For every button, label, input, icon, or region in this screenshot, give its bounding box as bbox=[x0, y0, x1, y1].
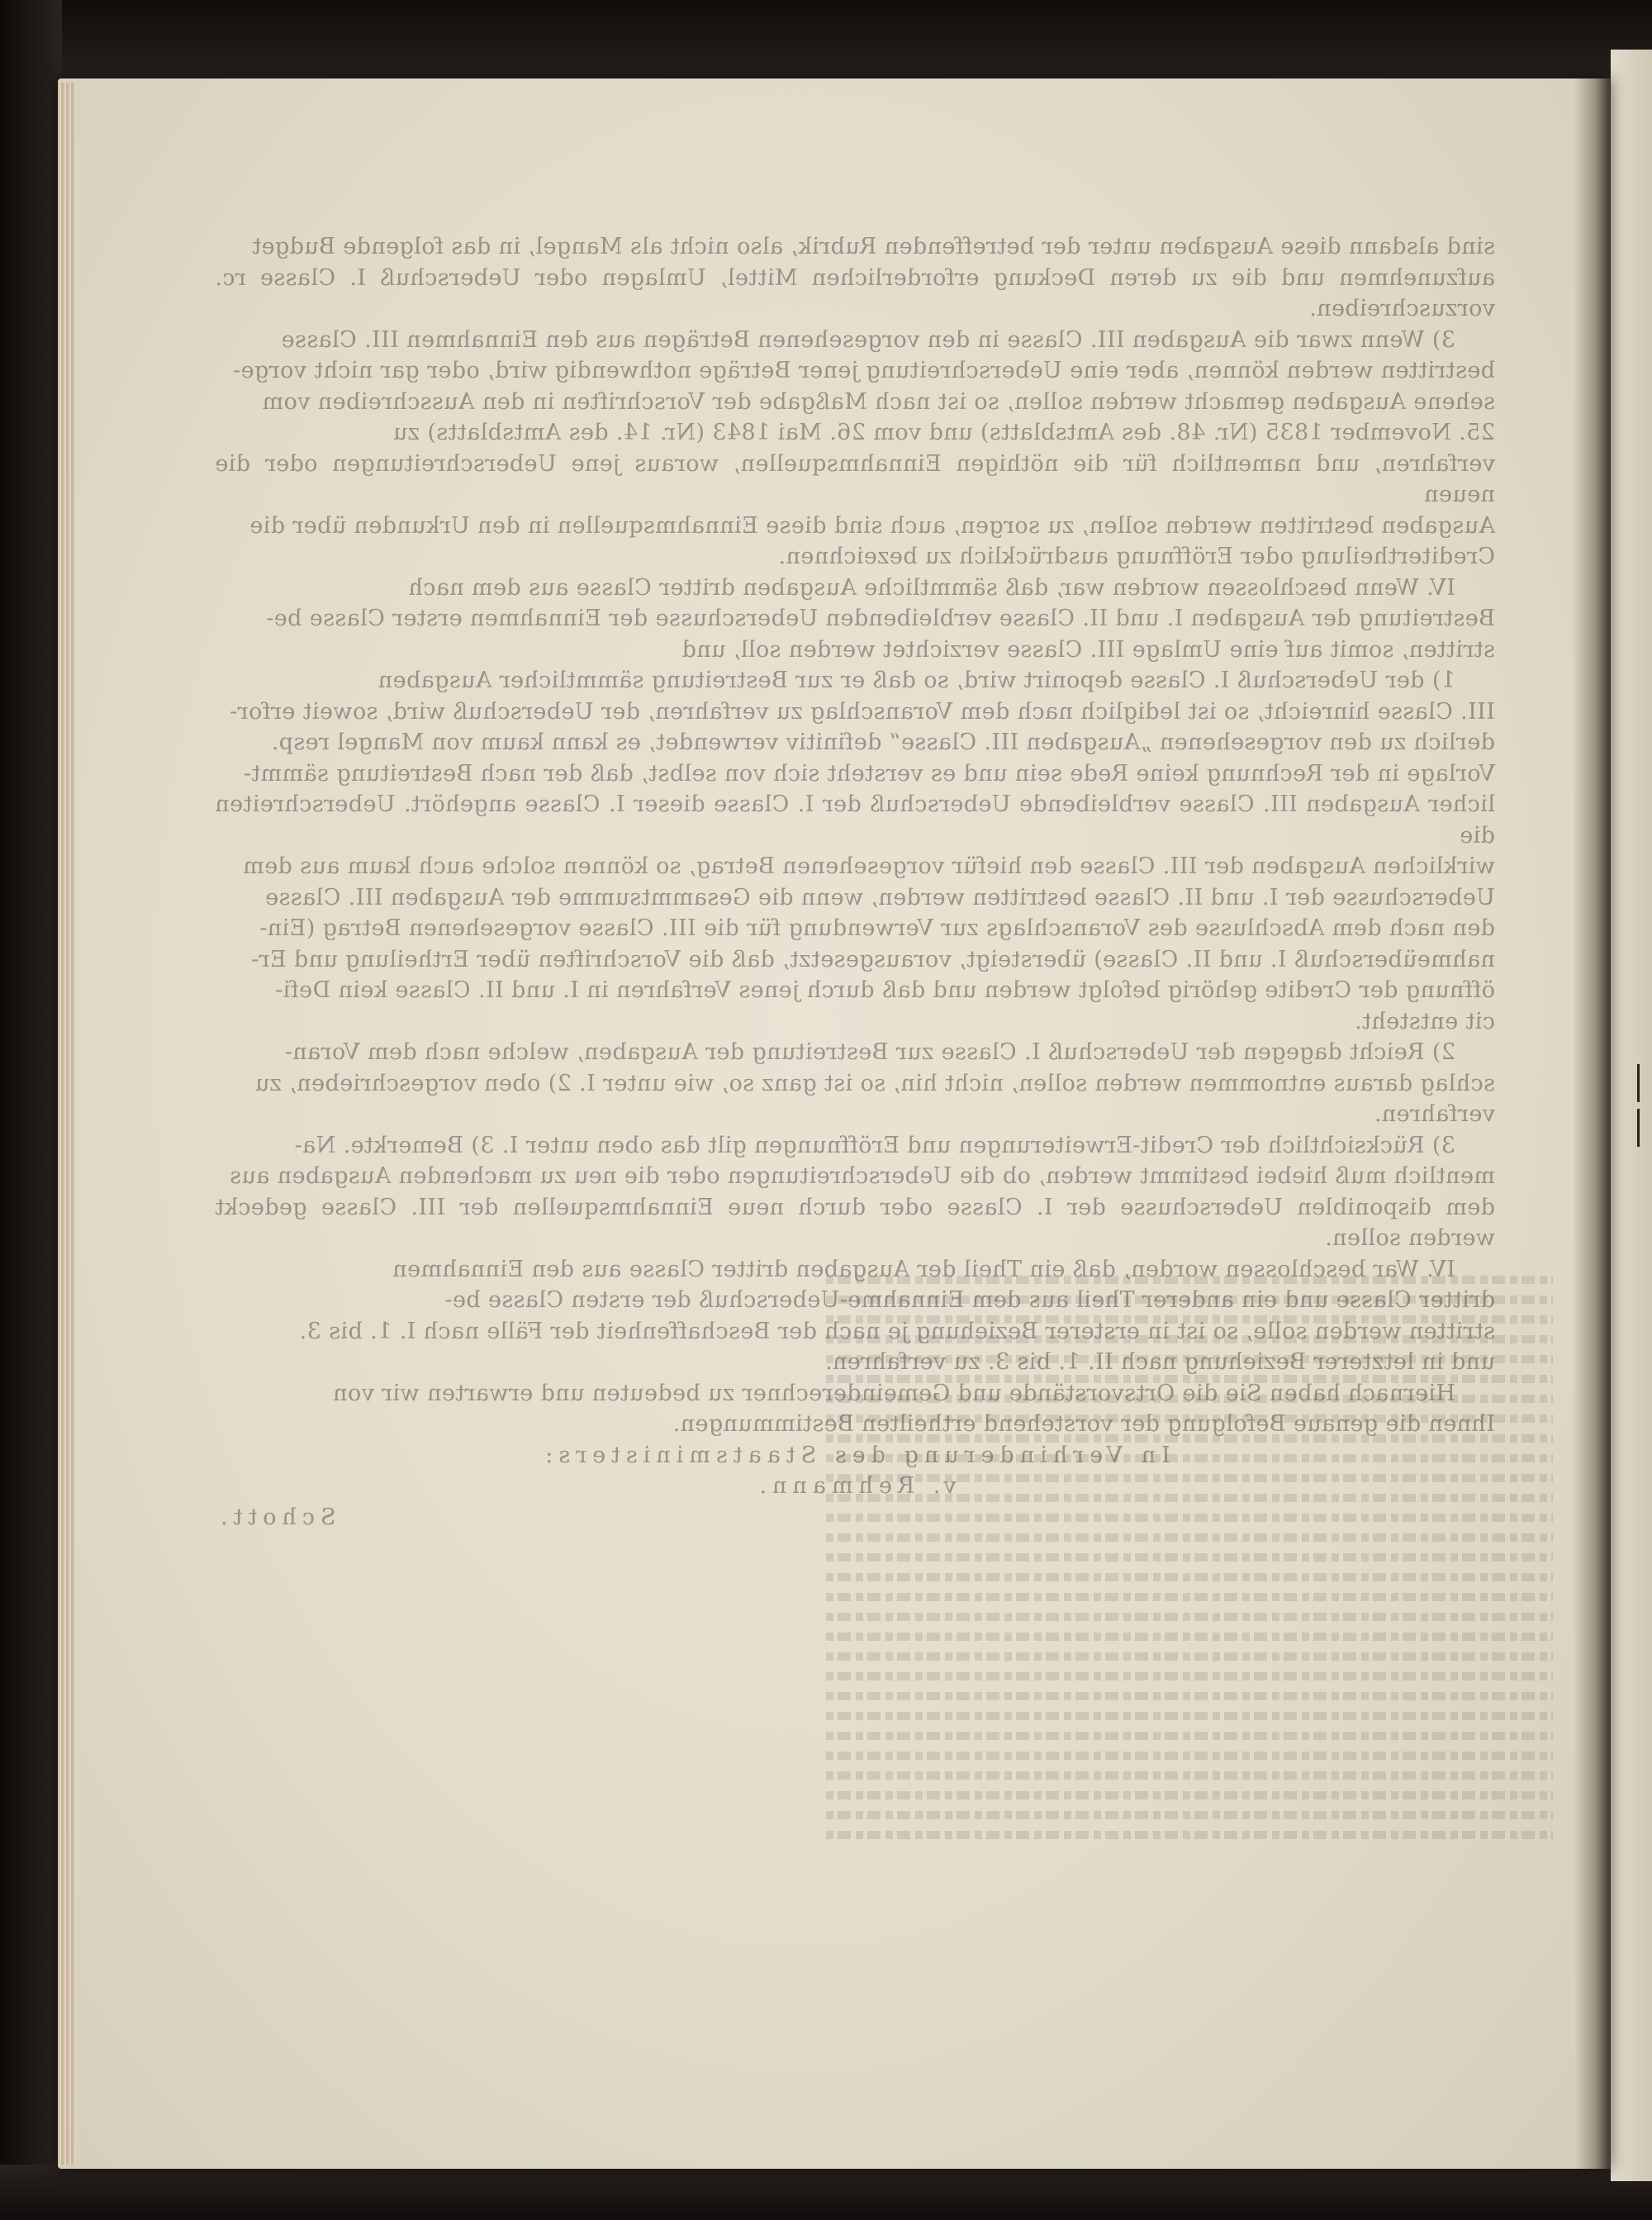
text-line: III. Classe hinreicht, so ist lediglich nach dem Voranschlag zu verfahren, der Ueberschuß wird, soweit erfor- bbox=[229, 698, 1495, 725]
text-line: aufzunehmen und die zu deren Deckung erforderlichen Mittel, Umlagen oder Ueberschuß I. Classe rc. vorzuschreiben. bbox=[215, 264, 1495, 321]
facing-page-edge bbox=[1611, 50, 1652, 2181]
text-line: sind alsdann diese Ausgaben unter der betreffenden Rubrik, also nicht als Mangel, in das folgende Budget bbox=[251, 234, 1495, 259]
text-line: verfahren. bbox=[1374, 1101, 1495, 1127]
book-cover-left bbox=[0, 0, 62, 2220]
text-line: den nach dem Abschlusse des Voranschlags zur Verwendung für die III. Classe vorgesehenen Betrag (Ein- bbox=[259, 915, 1495, 941]
scanner-background-bottom bbox=[0, 2165, 1652, 2220]
text-line: dem disponiblen Ueberschusse der I. Classe oder durch neue Einnahmsquellen der III. Classe gedeckt werden sollen. bbox=[215, 1194, 1495, 1251]
text-line: IV. Wenn beschlossen worden war, daß sämmtliche Ausgaben dritter Classe aus dem nach bbox=[408, 574, 1455, 601]
text-line: cit entsteht. bbox=[1354, 1008, 1495, 1034]
text-line: Ihnen die genaue Befolgung der vorstehend ertheilten Bestimmungen. bbox=[672, 1411, 1495, 1437]
text-line: und in letzterer Beziehung nach II. 1. bis 3. zu verfahren. bbox=[824, 1349, 1495, 1375]
text-line: bestritten werden können, aber eine Ueberschreitung jener Beträge nothwendig wird, oder gar nicht vorge- bbox=[232, 358, 1495, 383]
text-line: 3) Wenn zwar die Ausgaben III. Classe in den vorgesehenen Beträgen aus den Einnahmen III. Classe bbox=[281, 326, 1455, 353]
text-line: mentlich muß hiebei bestimmt werden, ob die Ueberschreitungen oder die neu zu machenden Ausgaben aus bbox=[229, 1163, 1495, 1189]
text-line: derlich zu den vorgesehenen „Ausgaben III. Classe“ definitiv verwendet, es kann kaum von Mangel resp. bbox=[271, 730, 1495, 755]
text-line: Ausgaben bestritten werden sollen, zu sorgen, auch sind diese Einnahmsquellen in den Urkunden über die bbox=[249, 512, 1495, 539]
signature-secondary: Schott. bbox=[215, 1504, 336, 1530]
text-line: Vorlage in der Rechnung keine Rede sein und es versteht sich von selbst, daß der nach Bestreitung sämmt- bbox=[243, 760, 1495, 787]
book-gutter bbox=[1574, 78, 1611, 2169]
text-line: Creditertheilung oder Eröffnung ausdrücklich zu bezeichnen. bbox=[778, 544, 1495, 569]
text-line: 2) Reicht dagegen der Ueberschuß I. Classe zur Bestreitung der Ausgaben, welche nach dem Voran- bbox=[284, 1039, 1455, 1065]
text-line: 1) der Ueberschuß I. Classe deponirt wird, so daß er zur Bestreitung sämmtlicher Ausgaben bbox=[377, 668, 1455, 693]
mirrored-bleed-through-text bbox=[215, 231, 1495, 1533]
text-line: Hiernach haben Sie die Ortsvorstände und Gemeinderechner zu bedeuten und erwarten wir von bbox=[332, 1380, 1455, 1406]
text-line: verfahren, und namentlich für die nöthigen Einnahmsquellen, woraus jene Ueberschreitungen oder die neuen bbox=[215, 450, 1495, 507]
text-line: 25. November 1835 (Nr. 48. des Amtsblatts) und vom 26. Mai 1843 (Nr. 14. des Amtsblatts) zu bbox=[392, 420, 1495, 445]
facing-page-marks bbox=[1634, 1058, 1642, 1181]
text-line: stritten werden solle, so ist in ersterer Beziehung je nach der Beschaffenheit der Fälle nach I. 1. bis 3. bbox=[299, 1318, 1495, 1344]
signature-name: v. Rehmann. bbox=[753, 1473, 957, 1499]
text-line: Ueberschusse der I. und II. Classe bestritten werden, wenn die Gesammtsumme der Ausgaben III. Classe bbox=[264, 884, 1495, 910]
text-line: schlag daraus entnommen werden sollen, nicht hin, so ist ganz so, wie unter I. 2) oben vorgeschrieben, zu bbox=[254, 1070, 1495, 1096]
text-line: IV. War beschlossen worden, daß ein Theil der Ausgaben dritter Classe aus den Einnahmen bbox=[392, 1256, 1455, 1282]
text-line: stritten, somit auf eine Umlage III. Classe verzichtet werden soll, und bbox=[681, 636, 1495, 663]
scanner-background-top bbox=[0, 0, 1652, 78]
text-line: wirklichen Ausgaben der III. Classe den hiefür vorgesehenen Betrag, so können solche auch kaum aus dem bbox=[242, 853, 1495, 879]
text-line: licher Ausgaben III. Classe verbleibende Ueberschuß der I. Classe dieser I. Classe angehört. Ueberschreiten die bbox=[215, 791, 1495, 849]
text-line: dritter Classe und ein anderer Theil aus dem Einnahme-Ueberschuß der ersten Classe be- bbox=[444, 1287, 1495, 1313]
signature-line: In Verhinderung des Staatsministers: bbox=[539, 1442, 1170, 1468]
text-line: Bestreitung der Ausgaben I. und II. Classe verbleibenden Ueberschusse der Einnahmen erster Classe be- bbox=[265, 606, 1495, 631]
text-line: öffnung der Credite gehörig befolgt werden und daß durch jenes Verfahren in I. und II. Classe kein Defi- bbox=[274, 977, 1495, 1003]
page-stack-edge bbox=[58, 83, 76, 2165]
text-line: nahmeüberschuß I. und II. Classe) übersteigt, vorausgesetzt, daß die Vorschriften über Ertheilung und Er- bbox=[250, 946, 1495, 972]
text-line: 3) Rücksichtlich der Credit-Erweiterungen und Eröffnungen gilt das oben unter I. 3) Bemerkte. Na- bbox=[294, 1132, 1455, 1158]
text-line: sehene Ausgaben gemacht werden sollen, so ist nach Maßgabe der Vorschriften in den Ausschreiben vom bbox=[262, 388, 1495, 415]
